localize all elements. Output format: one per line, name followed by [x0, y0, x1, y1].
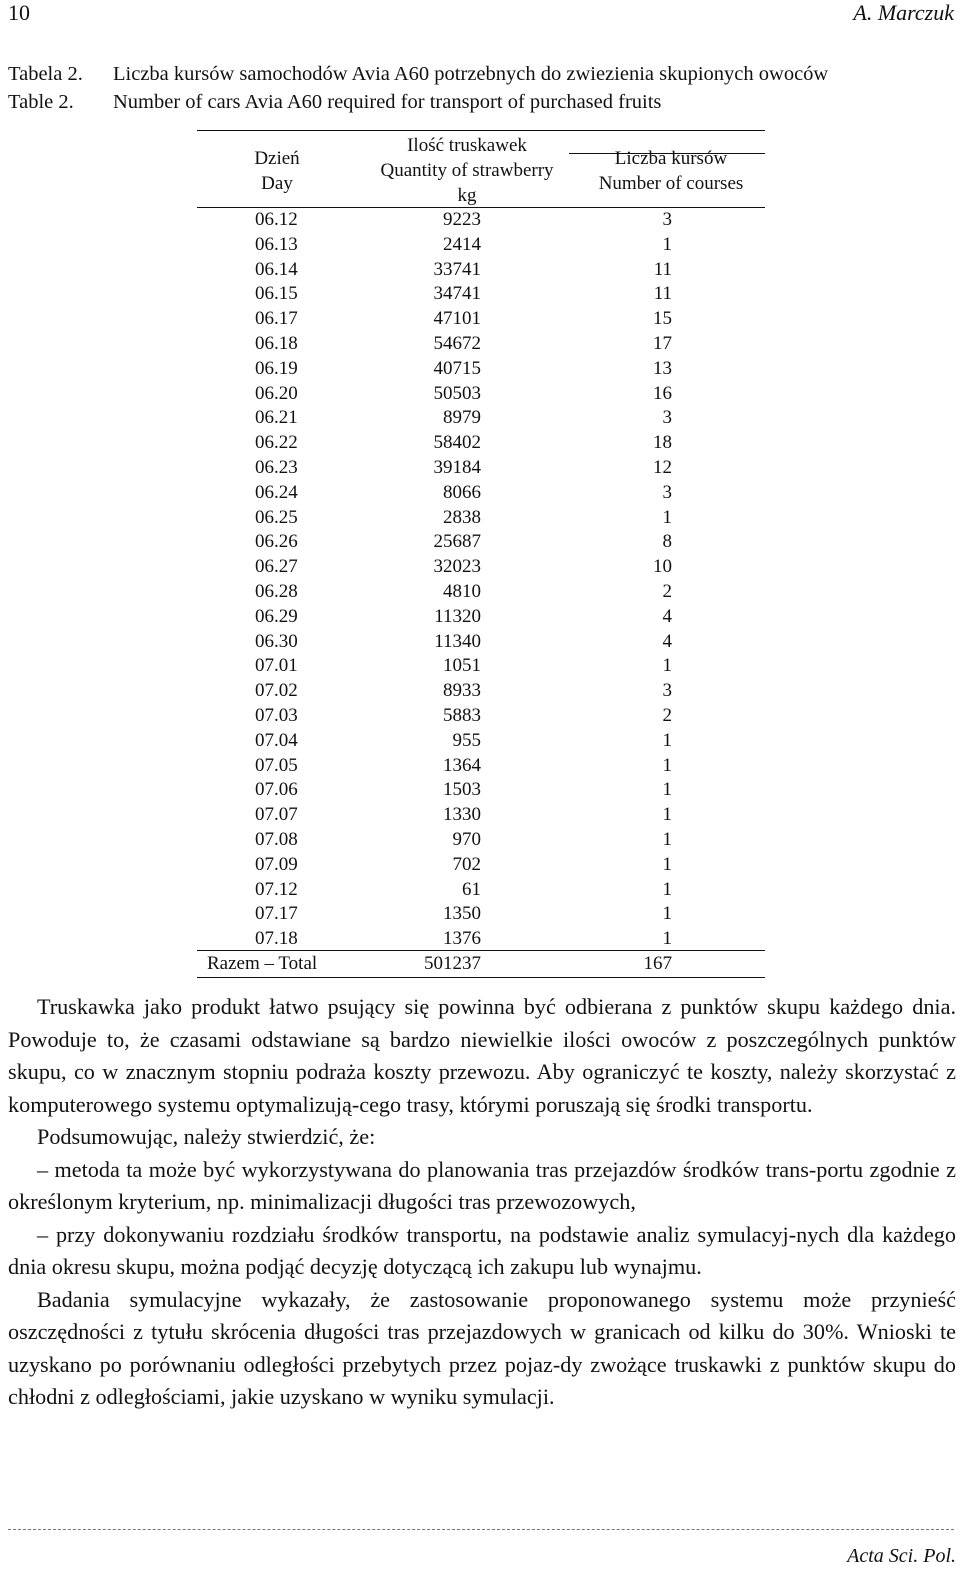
- header-quantity-en: Quantity of strawberry: [380, 160, 554, 181]
- table-row: [197, 406, 765, 431]
- cell-courses: 11: [653, 283, 672, 305]
- table-row: [197, 332, 765, 357]
- cell-courses: 1: [662, 754, 672, 776]
- cell-day: 06.26: [255, 531, 298, 553]
- table-row: [197, 778, 765, 803]
- paragraph-2: Podsumowując, należy stwierdzić, że:: [37, 1124, 376, 1149]
- table-row: [197, 555, 765, 580]
- cell-day: 06.12: [255, 209, 298, 230]
- cell-courses: 1: [662, 828, 672, 850]
- cell-day: 07.08: [255, 828, 298, 850]
- cell-quantity: 1330: [443, 804, 481, 826]
- cell-courses: 15: [653, 308, 672, 330]
- list-item-2: – przy dokonywaniu rozdziału środków transportu, na podstawie analiz symulacyj-nych dla każdego dnia okresu skupu, można podjąć decyzję dotyczącą ich zakupu lub wynajmu.: [8, 1221, 956, 1279]
- cell-quantity: 1350: [443, 903, 481, 925]
- table-row: [197, 927, 765, 952]
- table-row: [197, 803, 765, 828]
- cell-courses: 1: [662, 655, 672, 677]
- total-label: Razem – Total: [207, 953, 318, 974]
- cell-courses: 13: [653, 357, 672, 379]
- cell-quantity: 8066: [443, 481, 481, 503]
- cell-courses: 17: [653, 332, 672, 354]
- table-row: [197, 258, 765, 283]
- cell-courses: 1: [662, 729, 672, 751]
- cell-quantity: 11320: [434, 605, 481, 627]
- table-row: [197, 282, 765, 307]
- table-row: [197, 530, 765, 555]
- table-header: [197, 130, 765, 210]
- cell-quantity: 25687: [433, 531, 481, 553]
- table-row: [197, 357, 765, 382]
- page-number: 10: [8, 0, 30, 25]
- header-courses-pl: Liczba kursów: [614, 148, 728, 169]
- cell-quantity: 33741: [433, 258, 481, 280]
- cell-quantity: 1376: [443, 928, 481, 950]
- cell-quantity: 2838: [443, 506, 481, 528]
- cell-courses: 4: [662, 630, 672, 652]
- cell-day: 07.02: [255, 680, 298, 702]
- header-courses: [577, 146, 765, 196]
- cell-quantity: 970: [452, 828, 481, 850]
- cell-quantity: 955: [452, 729, 481, 751]
- cell-day: 06.24: [255, 481, 298, 503]
- cell-day: 07.12: [255, 878, 298, 900]
- table-row: [197, 233, 765, 258]
- cell-day: 06.27: [255, 556, 298, 578]
- table-row: [197, 630, 765, 655]
- cell-day: 06.21: [255, 407, 298, 429]
- header-quantity: [357, 133, 577, 208]
- cell-day: 06.28: [255, 580, 298, 602]
- cell-day: 07.07: [255, 804, 298, 826]
- cell-day: 07.03: [255, 704, 298, 726]
- cell-day: 06.20: [255, 382, 298, 404]
- cell-quantity: 1503: [443, 779, 481, 801]
- cell-day: 06.22: [255, 432, 298, 454]
- cell-quantity: 61: [462, 878, 481, 900]
- cell-day: 07.18: [255, 928, 298, 950]
- cell-day: 06.29: [255, 605, 298, 627]
- cell-courses: 3: [662, 209, 672, 230]
- cell-day: 06.19: [255, 357, 298, 379]
- cell-quantity: 32023: [433, 556, 481, 578]
- cell-courses: 3: [662, 680, 672, 702]
- total-courses: 167: [643, 953, 672, 974]
- cell-courses: 4: [662, 605, 672, 627]
- cell-day: 07.01: [255, 655, 298, 677]
- cell-quantity: 50503: [433, 382, 481, 404]
- cell-day: 06.15: [255, 283, 298, 305]
- cell-quantity: 11340: [434, 630, 481, 652]
- cell-courses: 1: [662, 928, 672, 950]
- cell-day: 06.23: [255, 456, 298, 478]
- table-total-row: [197, 951, 765, 977]
- cell-quantity: 54672: [433, 332, 481, 354]
- table-row: [197, 828, 765, 853]
- table-row: [197, 481, 765, 506]
- table-row: [197, 878, 765, 903]
- cell-day: 06.17: [255, 308, 298, 330]
- paragraph-3: Badania symulacyjne wykazały, że zastosowanie proponowanego systemu może przynieść oszczędności z tytułu skrócenia długości tras przejazdowych w granicach od kilku do 30%. Wnioski te uzyskano po porównaniu odległości przebytych przez pojaz-dy zwożące truskawki z punktów skupu do chłodni z odległościami, jakie uzyskano w wyniku symulacji.: [8, 1286, 956, 1409]
- table-row: [197, 605, 765, 630]
- cell-quantity: 9223: [443, 209, 481, 230]
- cell-courses: 3: [662, 481, 672, 503]
- cell-day: 06.13: [255, 233, 298, 255]
- cell-quantity: 1051: [443, 655, 481, 677]
- header-day-pl: Dzień: [254, 148, 300, 169]
- header-courses-en: Number of courses: [598, 173, 744, 194]
- cell-quantity: 5883: [443, 704, 481, 726]
- table-row: [197, 431, 765, 456]
- cell-quantity: 2414: [443, 233, 481, 255]
- total-quantity: 501237: [424, 953, 481, 974]
- cell-courses: 1: [662, 878, 672, 900]
- cell-courses: 1: [662, 233, 672, 255]
- cell-day: 07.17: [255, 903, 298, 925]
- cell-quantity: 702: [452, 853, 481, 875]
- table-row: [197, 382, 765, 407]
- cell-quantity: 34741: [433, 283, 481, 305]
- caption-text-polish: Liczba kursów samochodów Avia A60 potrzebnych do zwiezienia skupionych owoców: [113, 63, 829, 85]
- cell-courses: 11: [653, 258, 672, 280]
- cell-courses: 10: [653, 556, 672, 578]
- cell-quantity: 4810: [443, 580, 481, 602]
- table-row: [197, 307, 765, 332]
- header-day-en: Day: [261, 173, 293, 194]
- cell-courses: 3: [662, 407, 672, 429]
- cell-day: 06.25: [255, 506, 298, 528]
- cell-day: 06.30: [255, 630, 298, 652]
- table-row: [197, 654, 765, 679]
- running-head: [8, 0, 954, 28]
- cell-courses: 1: [662, 853, 672, 875]
- caption-label-polish: Tabela 2.: [8, 63, 83, 85]
- table-row: [197, 853, 765, 878]
- cell-courses: 12: [653, 456, 672, 478]
- journal-name: Acta Sci. Pol.: [847, 1545, 956, 1567]
- cell-courses: 18: [653, 432, 672, 454]
- table-row: [197, 580, 765, 605]
- cell-quantity: 8979: [443, 407, 481, 429]
- table-row: [197, 208, 765, 233]
- cell-day: 07.05: [255, 754, 298, 776]
- cell-day: 07.04: [255, 729, 298, 751]
- cell-courses: 1: [662, 903, 672, 925]
- cell-quantity: 1364: [443, 754, 481, 776]
- cell-day: 07.09: [255, 853, 298, 875]
- header-day: [217, 146, 337, 196]
- table-row: [197, 729, 765, 754]
- paragraph-1: Truskawka jako produkt łatwo psujący się powinna być odbierana z punktów skupu każdego dnia. Powoduje to, że czasami odstawiane są bardzo niewielkie ilości owoców z poszczególnych punktów skupu, co w znacznym stopniu podraża koszty przewozu. Aby ograniczyć te koszty, należy skorzystać z komputerowego systemu optymalizują-cego trasy, którymi poruszają się środki transportu.: [8, 994, 956, 1117]
- cell-day: 06.18: [255, 332, 298, 354]
- cell-courses: 2: [662, 580, 672, 602]
- table-row: [197, 902, 765, 927]
- footer-rule: [8, 1529, 954, 1530]
- cell-courses: 16: [653, 382, 672, 404]
- table-row: [197, 679, 765, 704]
- table-caption-english: [8, 88, 948, 116]
- cell-courses: 1: [662, 804, 672, 826]
- caption-label-english: Table 2.: [8, 91, 74, 113]
- list-item-1: – metoda ta może być wykorzystywana do planowania tras przejazdów środków trans-portu zgodnie z określonym kryterium, np. minimalizacji długości tras przewozowych,: [8, 1156, 956, 1214]
- body-text: [8, 991, 956, 1414]
- cell-quantity: 40715: [433, 357, 481, 379]
- table-row: [197, 506, 765, 531]
- table-row: [197, 704, 765, 729]
- cell-quantity: 58402: [433, 432, 481, 454]
- table-bottom-rule: [197, 977, 765, 978]
- table-caption-polish: [8, 60, 948, 88]
- cell-courses: 1: [662, 779, 672, 801]
- table-row: [197, 456, 765, 481]
- cell-quantity: 8933: [443, 680, 481, 702]
- cell-courses: 1: [662, 506, 672, 528]
- cell-quantity: 39184: [433, 456, 481, 478]
- table-body: [197, 208, 765, 952]
- header-quantity-unit: kg: [457, 185, 477, 206]
- cell-quantity: 47101: [433, 308, 481, 330]
- caption-text-english: Number of cars Avia A60 required for transport of purchased fruits: [113, 91, 662, 113]
- running-author: A. Marczuk: [853, 0, 954, 25]
- cell-day: 07.06: [255, 779, 298, 801]
- header-quantity-pl: Ilość truskawek: [407, 135, 527, 156]
- cell-courses: 2: [662, 704, 672, 726]
- cell-courses: 8: [662, 531, 672, 553]
- table-row: [197, 754, 765, 779]
- cell-day: 06.14: [255, 258, 298, 280]
